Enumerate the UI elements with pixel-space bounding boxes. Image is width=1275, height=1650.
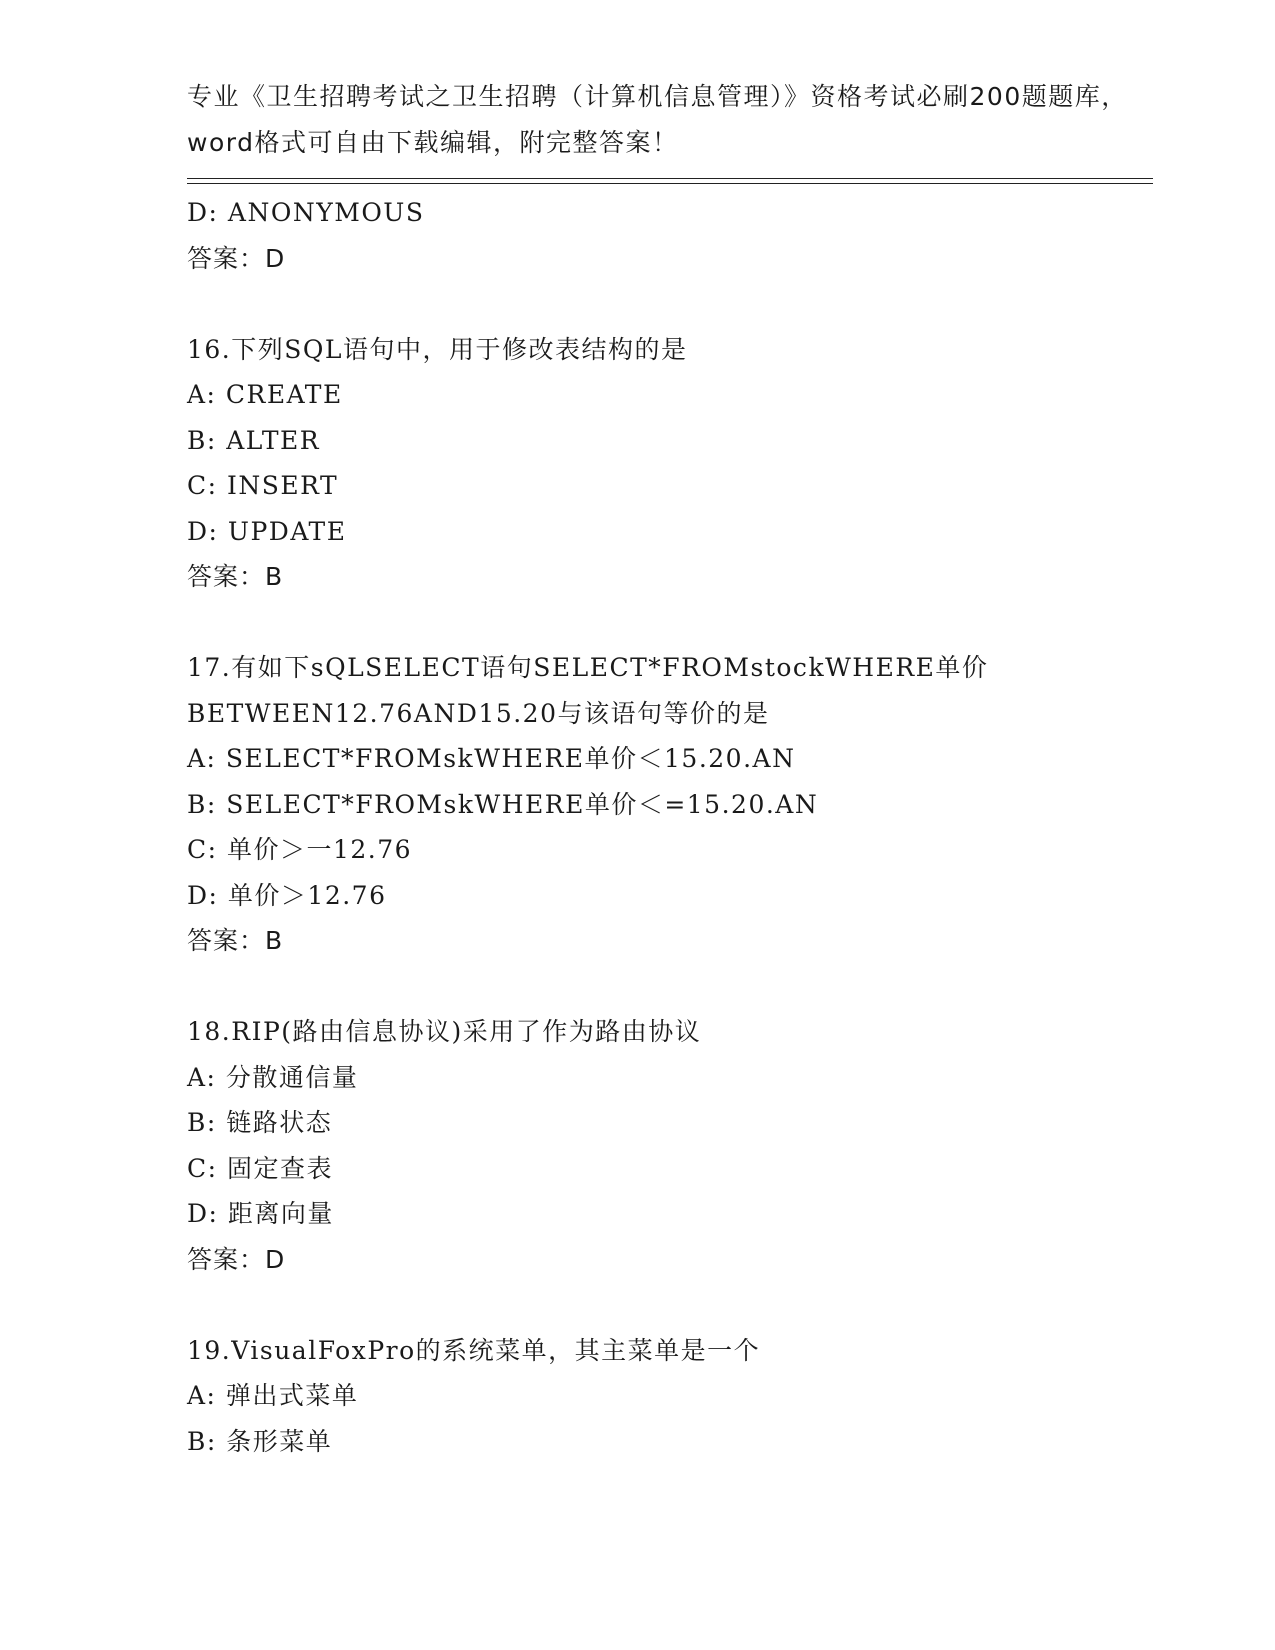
spacer — [187, 964, 1153, 1010]
header-line-1: 专业《卫生招聘考试之卫生招聘（计算机信息管理）》资格考试必刷200题题库， — [187, 82, 1128, 111]
question-stem: 17.有如下sQLSELECT语句SELECT*FROMstockWHERE单价 — [187, 653, 989, 682]
question-stem: 19.VisualFoxPro的系统菜单，其主菜单是一个 — [187, 1335, 761, 1365]
question-block — [187, 645, 1153, 964]
option-line: D: UPDATE — [187, 516, 347, 546]
question-block — [187, 327, 1153, 600]
option-line: C: INSERT — [187, 471, 339, 500]
header-divider-top — [187, 178, 1153, 179]
option-line: A: CREATE — [187, 380, 343, 409]
option-line: A: SELECT*FROMskWHERE单价＜15.20.AN — [187, 744, 796, 773]
answer-line: 答案：B — [187, 926, 284, 955]
option-line: C: 固定查表 — [187, 1153, 333, 1183]
spacer — [187, 281, 1153, 327]
question-stem: 18.RIP(路由信息协议)采用了作为路由协议 — [187, 1017, 702, 1046]
option-line: A: 分散通信量 — [187, 1062, 359, 1092]
spacer — [187, 1282, 1153, 1328]
option-line: A: 弹出式菜单 — [187, 1381, 359, 1410]
option-line: B: 条形菜单 — [187, 1426, 333, 1456]
header-divider-bottom — [187, 183, 1153, 184]
question-block — [187, 1009, 1153, 1282]
page-header — [187, 74, 1128, 165]
option-line: B: SELECT*FROMskWHERE单价＜=15.20.AN — [187, 789, 819, 819]
option-line: D: 单价＞12.76 — [187, 880, 387, 910]
option-line: B: 链路状态 — [187, 1108, 333, 1137]
option-line: C: 单价＞一12.76 — [187, 835, 413, 864]
header-line-2: word格式可自由下载编辑，附完整答案！ — [187, 127, 679, 157]
answer-line: 答案：D — [187, 243, 286, 273]
spacer — [187, 600, 1153, 646]
question-stem: BETWEEN12.76AND15.20与该语句等价的是 — [187, 698, 770, 728]
option-line: D: 距离向量 — [187, 1199, 334, 1228]
answer-line: 答案：D — [187, 1244, 286, 1274]
answer-line: 答案：B — [187, 562, 284, 591]
question-list — [187, 190, 1153, 1464]
option-line: B: ALTER — [187, 425, 321, 455]
option-line: D: ANONYMOUS — [187, 198, 425, 227]
question-stem: 16.下列SQL语句中，用于修改表结构的是 — [187, 334, 688, 364]
question-block — [187, 1328, 1153, 1465]
